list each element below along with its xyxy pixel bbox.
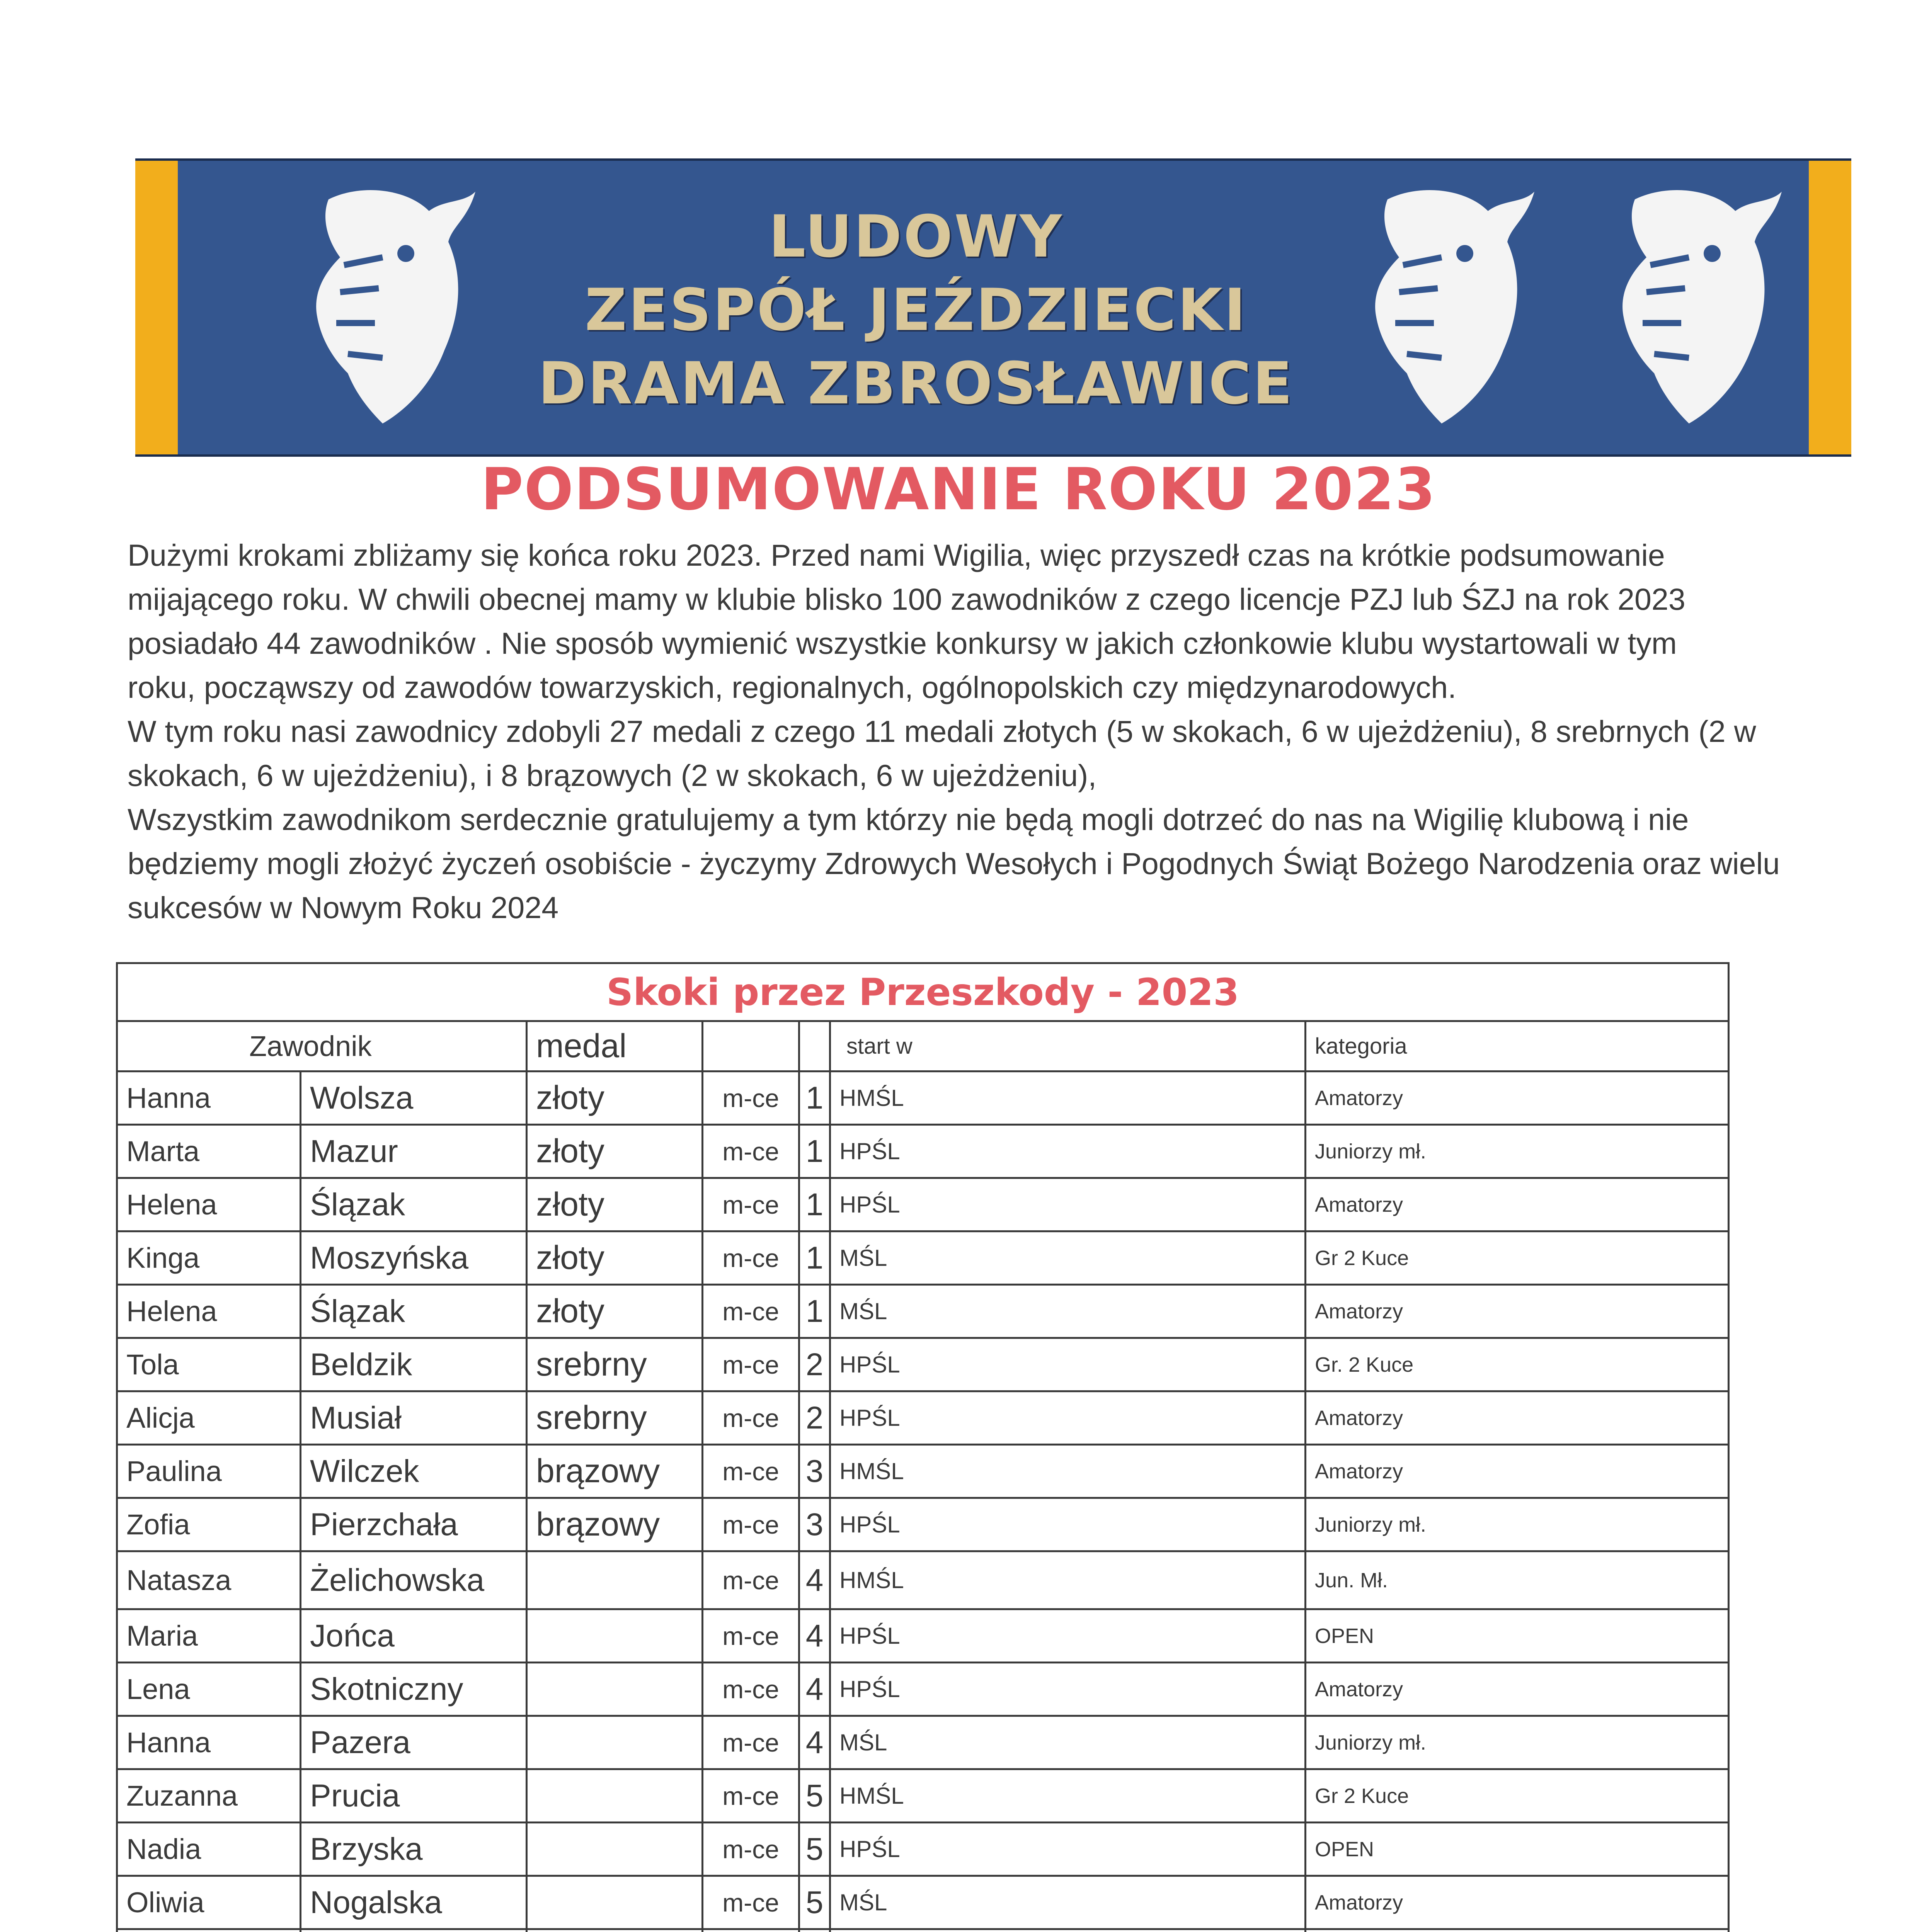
table-row (117, 1609, 1729, 1663)
medal-cell (527, 1609, 703, 1663)
first-name-cell: Maria (117, 1609, 301, 1663)
event-cell: HPŚL (830, 1609, 1306, 1663)
category-cell: Gr 2 Kuce (1306, 1231, 1729, 1285)
first-name-cell: Nadia (117, 1823, 301, 1876)
medal-cell (527, 1876, 703, 1929)
intro-line: posiadało 44 zawodników . Nie sposób wymienić wszystkie konkursy w jakich członkowie klubu wystartowali w tym (128, 626, 1677, 660)
banner-line-3: DRAMA ZBROSŁAWICE (538, 350, 1294, 417)
header-zawodnik: Zawodnik (117, 1021, 527, 1071)
table-row (117, 1769, 1729, 1823)
table-row (117, 1823, 1729, 1876)
category-cell: Gr 2 Kuce (1306, 1769, 1729, 1823)
category-cell: Juniorzy mł. (1306, 1498, 1729, 1551)
place-number-cell: 1 (799, 1285, 830, 1338)
category-cell: Gr. 2 Kuce (1306, 1338, 1729, 1391)
last-name-cell: Musiał (301, 1391, 527, 1445)
table-row (117, 1285, 1729, 1338)
medal-cell (527, 1823, 703, 1876)
last-name-cell: Pierzchała (301, 1498, 527, 1551)
category-cell: Juniorzy mł. (1306, 1125, 1729, 1178)
first-name-cell: Hanna (117, 1071, 301, 1125)
table-row (117, 1338, 1729, 1391)
last-name-cell: Żelichowska (301, 1551, 527, 1609)
first-name-cell: Helena (117, 1178, 301, 1231)
event-cell: HPŚL (830, 1498, 1306, 1551)
first-name-cell: Zofia (117, 1498, 301, 1551)
last-name-cell (301, 1929, 527, 1932)
header-medal: medal (527, 1021, 703, 1071)
event-cell: HPŚL (830, 1338, 1306, 1391)
intro-line: skokach, 6 w ujeżdżeniu), i 8 brązowych (2 w skokach, 6 w ujeżdżeniu), (128, 758, 1097, 793)
header-empty (703, 1021, 799, 1071)
event-cell: HPŚL (830, 1178, 1306, 1231)
event-cell: HPŚL (830, 1823, 1306, 1876)
banner-stripe-right (1809, 161, 1851, 454)
intro-line: roku, począwszy od zawodów towarzyskich, regionalnych, ogólnopolskich czy międzynarodowych. (128, 670, 1457, 704)
medal-cell: srebrny (527, 1391, 703, 1445)
banner-line-1: LUDOWY (768, 203, 1064, 270)
medal-cell (527, 1929, 703, 1932)
table-row (117, 1231, 1729, 1285)
horse-head-icon (1588, 176, 1805, 439)
place-label-cell: m-ce (703, 1716, 799, 1769)
place-label-cell: m-ce (703, 1071, 799, 1125)
medal-cell: złoty (527, 1285, 703, 1338)
first-name-cell: Zuzanna (117, 1769, 301, 1823)
category-cell: OPEN (1306, 1823, 1729, 1876)
first-name-cell: Hanna (117, 1716, 301, 1769)
event-cell: HPŚL (830, 1663, 1306, 1716)
category-cell: Amatorzy (1306, 1445, 1729, 1498)
category-cell: OPEN (1306, 1609, 1729, 1663)
place-number-cell: 1 (799, 1071, 830, 1125)
first-name-cell: Paulina (117, 1445, 301, 1498)
table-caption: Skoki przez Przeszkody - 2023 (117, 963, 1729, 1021)
table-row (117, 1929, 1729, 1932)
place-number-cell (799, 1929, 830, 1932)
place-number-cell: 4 (799, 1551, 830, 1609)
category-cell: Amatorzy (1306, 1391, 1729, 1445)
place-label-cell: m-ce (703, 1285, 799, 1338)
place-number-cell: 4 (799, 1663, 830, 1716)
medal-cell: złoty (527, 1071, 703, 1125)
table-row (117, 1716, 1729, 1769)
medal-cell: złoty (527, 1125, 703, 1178)
place-label-cell: m-ce (703, 1445, 799, 1498)
event-cell: HMŚL (830, 1551, 1306, 1609)
banner-line-2: ZESPÓŁ JEŹDZIECKI (585, 277, 1247, 344)
event-cell: MŚL (830, 1876, 1306, 1929)
last-name-cell: Moszyńska (301, 1231, 527, 1285)
table-caption-row (117, 963, 1729, 1021)
results-table (116, 962, 1730, 1932)
category-cell: Jun. Mł. (1306, 1551, 1729, 1609)
table-row (117, 1663, 1729, 1716)
place-number-cell: 3 (799, 1498, 830, 1551)
medal-cell (527, 1769, 703, 1823)
last-name-cell: Ślązak (301, 1178, 527, 1231)
place-number-cell: 2 (799, 1338, 830, 1391)
first-name-cell: Marta (117, 1125, 301, 1178)
intro-line: Dużymi krokami zbliżamy się końca roku 2023. Przed nami Wigilia, więc przyszedł czas na krótkie podsumowanie (128, 538, 1665, 572)
place-label-cell: m-ce (703, 1178, 799, 1231)
intro-line: sukcesów w Nowym Roku 2024 (128, 890, 559, 925)
place-label-cell: m-ce (703, 1769, 799, 1823)
horse-head-icon (282, 176, 499, 439)
intro-line: mijającego roku. W chwili obecnej mamy w klubie blisko 100 zawodników z czego licencje PZJ lub ŚZJ na rok 2023 (128, 582, 1685, 616)
category-cell: Amatorzy (1306, 1285, 1729, 1338)
place-number-cell: 2 (799, 1391, 830, 1445)
table-row (117, 1445, 1729, 1498)
medal-cell: brązowy (527, 1445, 703, 1498)
event-cell: MŚL (830, 1231, 1306, 1285)
medal-cell: brązowy (527, 1498, 703, 1551)
table-row (117, 1876, 1729, 1929)
medal-cell: złoty (527, 1178, 703, 1231)
table-row (117, 1551, 1729, 1609)
category-cell: Amatorzy (1306, 1178, 1729, 1231)
category-cell: Amatorzy (1306, 1071, 1729, 1125)
place-number-cell: 3 (799, 1445, 830, 1498)
last-name-cell: Wilczek (301, 1445, 527, 1498)
table-row (117, 1125, 1729, 1178)
last-name-cell: Ślązak (301, 1285, 527, 1338)
page-title: PODSUMOWANIE ROKU 2023 (481, 456, 1436, 523)
last-name-cell: Wolsza (301, 1071, 527, 1125)
category-cell: Amatorzy (1306, 1876, 1729, 1929)
table-header-row (117, 1021, 1729, 1071)
place-label-cell: m-ce (703, 1663, 799, 1716)
first-name-cell (117, 1929, 301, 1932)
first-name-cell: Natasza (117, 1551, 301, 1609)
intro-line: Wszystkim zawodnikom serdecznie gratulujemy a tym którzy nie będą mogli dotrzeć do nas na Wigilię klubową i nie (128, 802, 1689, 837)
intro-line: będziemy mogli złożyć życzeń osobiście - życzymy Zdrowych Wesołych i Pogodnych Świąt Bożego Narodzenia oraz wielu (128, 846, 1780, 881)
last-name-cell: Beldzik (301, 1338, 527, 1391)
header-empty (799, 1021, 830, 1071)
place-label-cell: m-ce (703, 1391, 799, 1445)
place-label-cell: m-ce (703, 1231, 799, 1285)
table-row (117, 1178, 1729, 1231)
event-cell: HPŚL (830, 1125, 1306, 1178)
event-cell: MŚL (830, 1716, 1306, 1769)
event-cell: MŚL (830, 1285, 1306, 1338)
place-label-cell: m-ce (703, 1498, 799, 1551)
last-name-cell: Nogalska (301, 1876, 527, 1929)
event-cell: HMŚL (830, 1445, 1306, 1498)
medal-cell: złoty (527, 1231, 703, 1285)
medal-cell (527, 1663, 703, 1716)
intro-line: W tym roku nasi zawodnicy zdobyli 27 medali z czego 11 medali złotych (5 w skokach, 6 w ujeżdżeniu), 8 srebrnych (2 w (128, 714, 1756, 748)
category-cell: Juniorzy mł. (1306, 1716, 1729, 1769)
medal-cell (527, 1716, 703, 1769)
last-name-cell: Skotniczny (301, 1663, 527, 1716)
place-label-cell: m-ce (703, 1551, 799, 1609)
last-name-cell: Mazur (301, 1125, 527, 1178)
medal-cell (527, 1551, 703, 1609)
medal-cell: srebrny (527, 1338, 703, 1391)
place-number-cell: 5 (799, 1769, 830, 1823)
event-cell (830, 1929, 1306, 1932)
place-number-cell: 5 (799, 1876, 830, 1929)
first-name-cell: Helena (117, 1285, 301, 1338)
place-number-cell: 4 (799, 1609, 830, 1663)
event-cell: HPŚL (830, 1391, 1306, 1445)
first-name-cell: Kinga (117, 1231, 301, 1285)
banner-stripe-left (135, 161, 178, 454)
first-name-cell: Oliwia (117, 1876, 301, 1929)
place-label-cell: m-ce (703, 1823, 799, 1876)
place-number-cell: 1 (799, 1125, 830, 1178)
horse-head-icon (1341, 176, 1558, 439)
place-number-cell: 1 (799, 1231, 830, 1285)
header-kategoria: kategoria (1306, 1021, 1729, 1071)
place-number-cell: 1 (799, 1178, 830, 1231)
category-cell (1306, 1929, 1729, 1932)
club-banner (135, 158, 1851, 457)
place-number-cell: 5 (799, 1823, 830, 1876)
last-name-cell: Brzyska (301, 1823, 527, 1876)
first-name-cell: Alicja (117, 1391, 301, 1445)
place-number-cell: 4 (799, 1716, 830, 1769)
table-row (117, 1071, 1729, 1125)
last-name-cell: Jońca (301, 1609, 527, 1663)
event-cell: HMŚL (830, 1071, 1306, 1125)
first-name-cell: Lena (117, 1663, 301, 1716)
place-label-cell: m-ce (703, 1609, 799, 1663)
place-label-cell: m-ce (703, 1338, 799, 1391)
table-row (117, 1498, 1729, 1551)
last-name-cell: Prucia (301, 1769, 527, 1823)
intro-paragraph (128, 533, 1851, 930)
category-cell: Amatorzy (1306, 1663, 1729, 1716)
first-name-cell: Tola (117, 1338, 301, 1391)
header-start: start w (830, 1021, 1306, 1071)
event-cell: HMŚL (830, 1769, 1306, 1823)
place-label-cell (703, 1929, 799, 1932)
table-row (117, 1391, 1729, 1445)
place-label-cell: m-ce (703, 1876, 799, 1929)
place-label-cell: m-ce (703, 1125, 799, 1178)
last-name-cell: Pazera (301, 1716, 527, 1769)
